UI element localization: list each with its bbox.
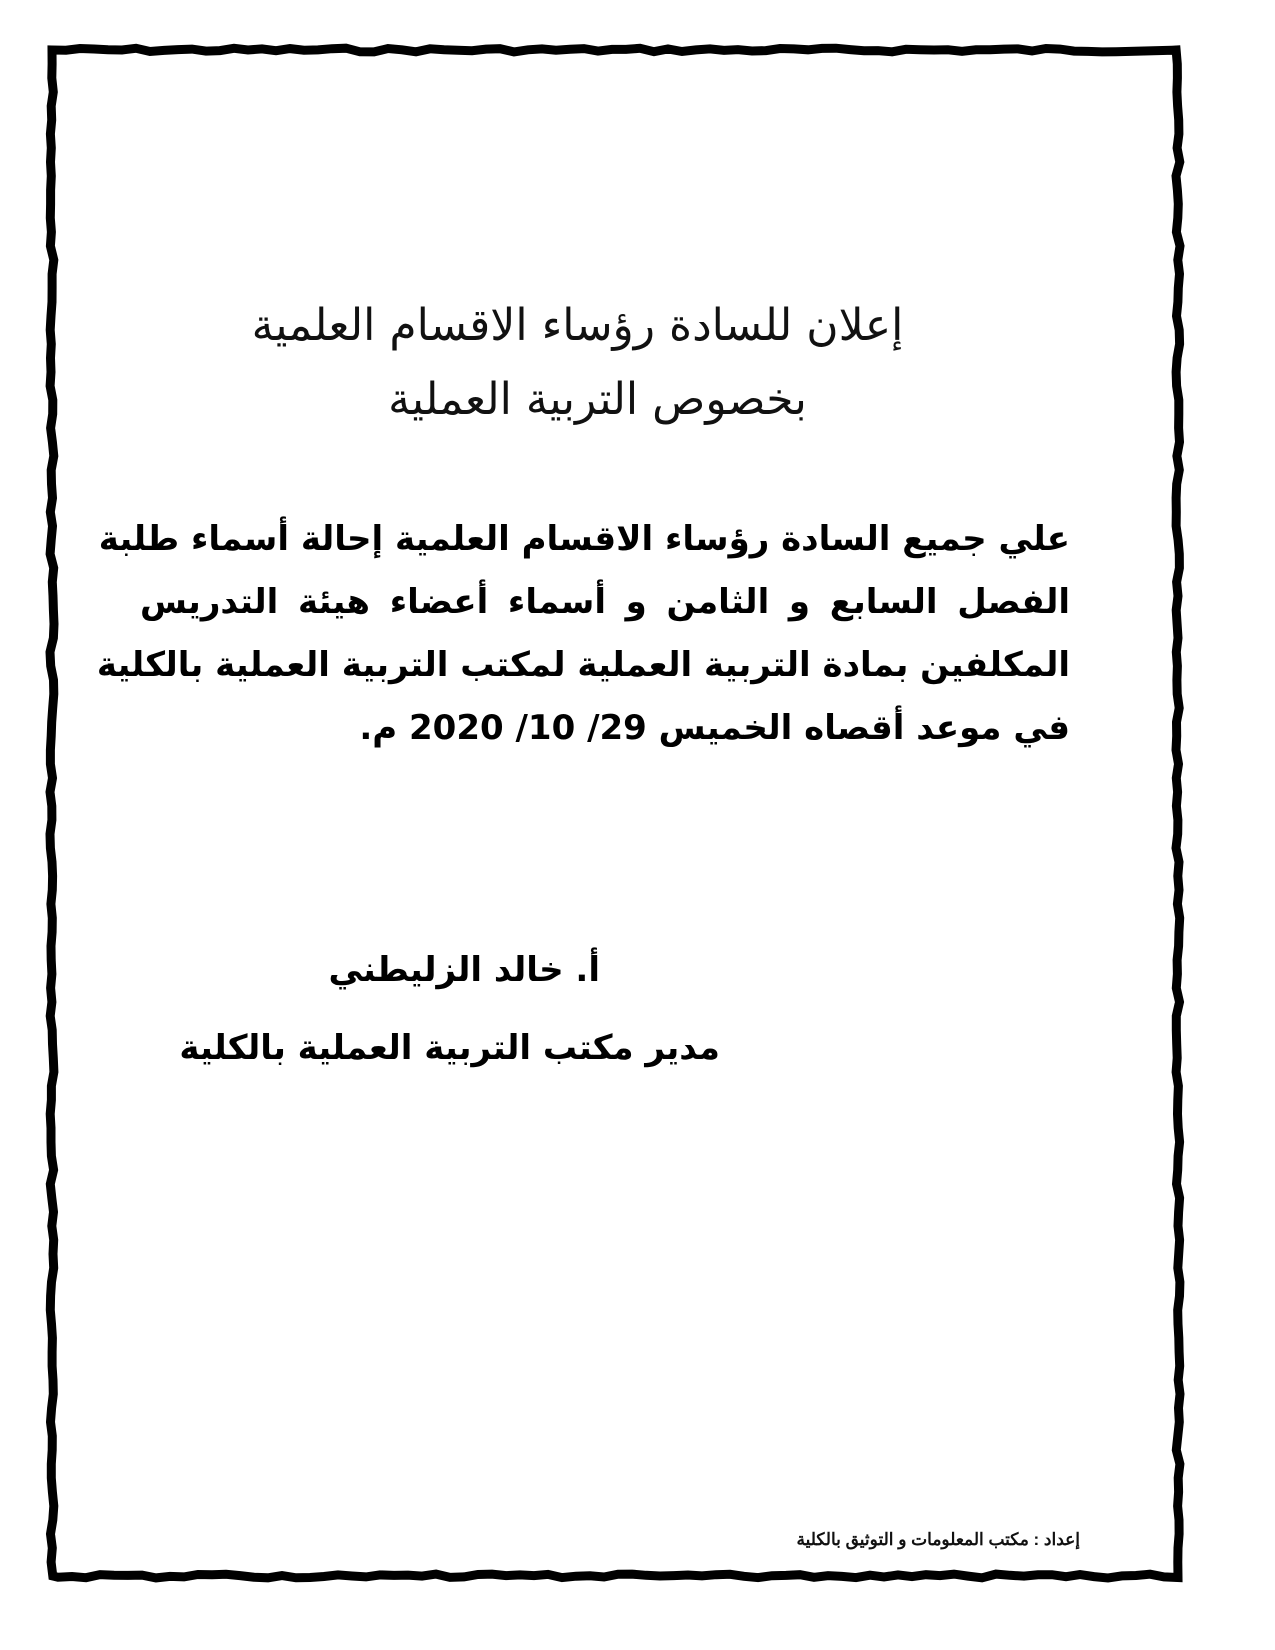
announcement-body xyxy=(96,508,1070,760)
announcement-subtitle: بخصوص التربية العملية xyxy=(388,374,807,425)
footer-prepared-by: إعداد : مكتب المعلومات و التوثيق بالكلية xyxy=(796,1530,1080,1549)
body-line: في موعد أقصاه الخميس 29/ 10/ 2020 م. xyxy=(359,708,1070,748)
body-line: المكلفين بمادة التربية العملية لمكتب التربية العملية بالكلية xyxy=(96,645,1070,685)
body-line: علي جميع السادة رؤساء الاقسام العلمية إحالة أسماء طلبة xyxy=(98,519,1070,559)
signer-name: أ. خالد الزليطني xyxy=(328,950,600,990)
signer-position: مدير مكتب التربية العملية بالكلية xyxy=(179,1028,720,1068)
body-line: الفصل السابع و الثامن و أسماء أعضاء هيئة التدريس xyxy=(140,582,1070,622)
announcement-title: إعلان للسادة رؤساء الاقسام العلمية xyxy=(251,300,904,351)
